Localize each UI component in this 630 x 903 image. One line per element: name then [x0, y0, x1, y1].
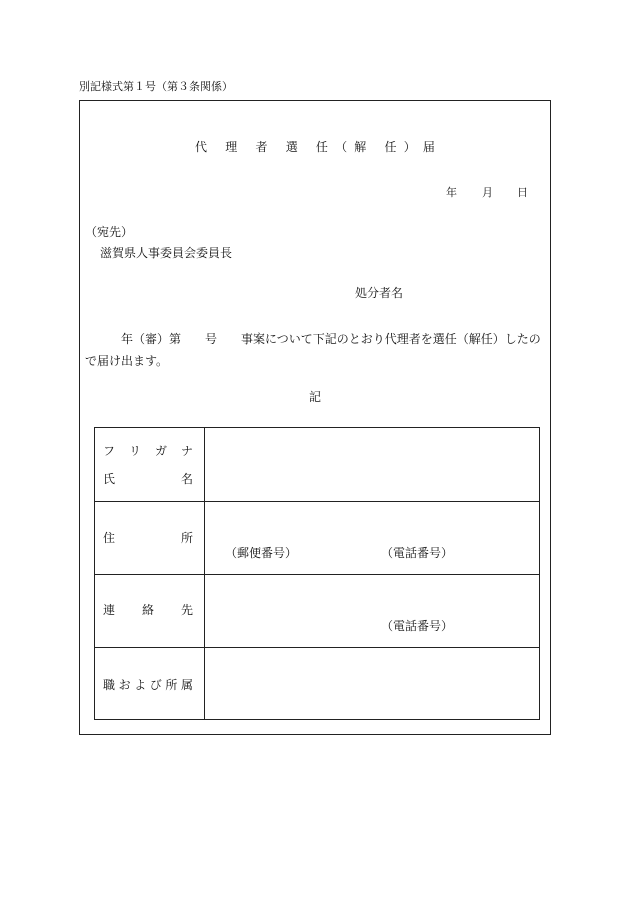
furigana-label: フ リ ガ ナ: [103, 444, 193, 458]
form-title: 代 理 者 選 任（解 任）届: [195, 140, 443, 154]
ki-label: 記: [308, 390, 321, 404]
table-row-divider: [95, 574, 539, 575]
phone-number-note: （電話番号）: [381, 546, 454, 560]
representative-details-table: [94, 427, 540, 720]
table-row-divider: [95, 647, 539, 648]
postal-code-note: （郵便番号）: [225, 546, 298, 560]
table-row-divider: [95, 501, 539, 502]
date-month-label: 月: [482, 186, 493, 199]
date-day-label: 日: [517, 186, 528, 199]
notification-body-text: 年（審）第 号 事案について下記のとおり代理者を選任（解任）したので届け出ます。: [85, 332, 541, 368]
date-year-label: 年: [446, 186, 457, 199]
position-affiliation-label: 職 お よ び 所 属: [103, 678, 193, 692]
form-number-label: 別記様式第１号（第３条関係）: [79, 80, 233, 93]
addressee-name: 滋賀県人事委員会委員長: [100, 246, 233, 260]
contact-phone-note: （電話番号）: [381, 619, 454, 633]
address-label: 住 所: [103, 531, 193, 545]
addressee-label: （宛先）: [85, 225, 134, 239]
name-label: 氏 名: [103, 472, 193, 486]
contact-label: 連 絡 先: [103, 603, 193, 617]
sender-name-label: 処分者名: [355, 286, 404, 300]
